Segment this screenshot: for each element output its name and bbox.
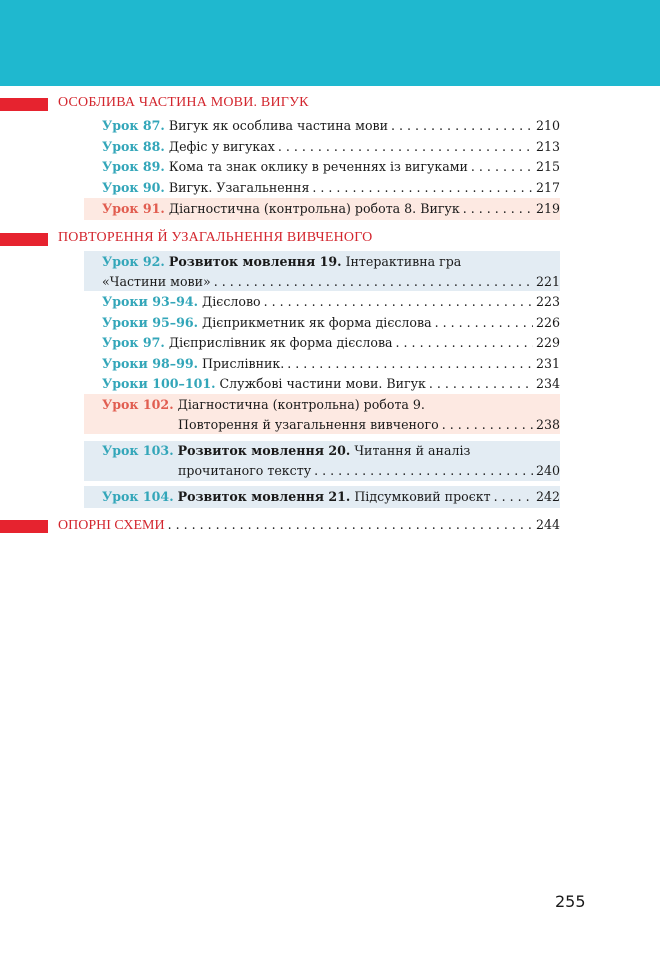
section-title: ОСОБЛИВА ЧАСТИНА МОВИ. ВИГУК — [58, 95, 309, 110]
page-ref: 217 — [535, 180, 560, 195]
page-ref: 221 — [535, 274, 560, 289]
lesson-label: Уроки 95–96. — [102, 315, 198, 330]
toc-entry[interactable] — [84, 354, 560, 374]
page-ref: 215 — [535, 159, 560, 174]
speech-dev-label: Розвиток мовлення 20. — [177, 443, 351, 458]
toc-entry[interactable] — [84, 137, 560, 157]
header-band — [0, 0, 660, 86]
page-ref: 242 — [535, 489, 560, 504]
dot-leader — [494, 487, 533, 507]
lesson-label: Уроки 98–99. — [102, 356, 198, 371]
lesson-title: Дієприслівник як форма дієслова — [168, 335, 393, 350]
dot-leader — [396, 333, 533, 353]
lesson-title: Вигук як особлива частина мови — [168, 118, 389, 133]
lesson-title: Дієприкметник як форма дієслова — [202, 315, 432, 330]
lesson-label: Урок 104. — [102, 489, 174, 504]
lesson-title: Підсумковий проєкт — [354, 489, 491, 504]
dot-leader — [314, 461, 533, 481]
section-title: ОПОРНІ СХЕМИ — [58, 518, 165, 533]
lesson-label: Урок 90. — [102, 180, 165, 195]
lesson-label: Уроки 93–94. — [102, 294, 198, 309]
section-heading — [0, 93, 660, 113]
dot-leader — [264, 292, 533, 312]
lesson-label: Урок 92. — [102, 254, 165, 269]
lesson-title: Службові частини мови. Вигук — [219, 376, 426, 391]
page-ref: 231 — [535, 356, 560, 371]
page-ref: 219 — [535, 201, 560, 216]
toc-entry[interactable] — [84, 292, 560, 312]
speech-dev-label: Розвиток мовлення 21. — [177, 489, 351, 504]
lesson-title: Інтерактивна гра — [345, 254, 462, 269]
speech-dev-label: Розвиток мовлення 19. — [168, 254, 342, 269]
page-ref: 229 — [535, 335, 560, 350]
lesson-title: Діагностична (контрольна) робота 8. Вигук — [168, 201, 460, 216]
lesson-label: Урок 102. — [102, 397, 174, 412]
section-marker — [0, 98, 48, 111]
section-heading — [0, 228, 660, 248]
lesson-label: Урок 87. — [102, 118, 165, 133]
toc-entry-speech[interactable] — [84, 486, 560, 508]
dot-leader — [287, 354, 533, 374]
lesson-title: Дефіс у вигуках — [168, 139, 275, 154]
lesson-label: Уроки 100–101. — [102, 376, 216, 391]
page-ref: 240 — [535, 463, 560, 478]
dot-leader — [168, 515, 533, 535]
lesson-label: Урок 91. — [102, 201, 165, 216]
lesson-title: Вигук. Узагальнення — [168, 180, 310, 195]
dot-leader — [463, 199, 533, 219]
page-number: 255 — [555, 892, 586, 911]
dot-leader — [429, 374, 533, 394]
lesson-title: Прислівник. — [202, 356, 285, 371]
toc-entry-test[interactable] — [84, 198, 560, 220]
section-title: ПОВТОРЕННЯ Й УЗАГАЛЬНЕННЯ ВИВЧЕНОГО — [58, 230, 373, 245]
page-ref: 213 — [535, 139, 560, 154]
lesson-label: Урок 103. — [102, 443, 174, 458]
lesson-label: Урок 89. — [102, 159, 165, 174]
toc-entry[interactable] — [84, 157, 560, 177]
lesson-title: Дієслово — [202, 294, 261, 309]
section-heading-oporni[interactable] — [0, 515, 660, 535]
lesson-title: Діагностична (контрольна) робота 9. — [177, 397, 425, 412]
lesson-title-cont: Повторення й узагальнення вивченого — [178, 417, 439, 432]
page-ref: 210 — [535, 118, 560, 133]
page-ref: 223 — [535, 294, 560, 309]
dot-leader — [278, 137, 533, 157]
dot-leader — [435, 313, 533, 333]
lesson-title: Читання й аналіз — [354, 443, 471, 458]
toc-entry[interactable] — [84, 313, 560, 333]
lesson-title-cont: «Частини мови» — [102, 274, 211, 289]
lesson-label: Урок 97. — [102, 335, 165, 350]
lesson-title: Кома та знак оклику в реченнях із вигуками — [168, 159, 468, 174]
dot-leader — [442, 415, 533, 435]
lesson-label: Урок 88. — [102, 139, 165, 154]
page-ref: 244 — [535, 517, 560, 532]
page-ref: 234 — [535, 376, 560, 391]
dot-leader — [391, 116, 533, 136]
toc-entry[interactable] — [84, 333, 560, 353]
toc-entry-speech[interactable] — [84, 251, 560, 291]
dot-leader — [312, 178, 533, 198]
dot-leader — [214, 272, 533, 292]
toc-entry-test[interactable] — [84, 394, 560, 434]
toc-entry-speech[interactable] — [84, 441, 560, 481]
dot-leader — [471, 157, 533, 177]
toc-entry[interactable] — [84, 374, 560, 394]
section-marker — [0, 233, 48, 246]
toc-entry[interactable] — [84, 116, 560, 136]
page-ref: 238 — [535, 417, 560, 432]
page-ref: 226 — [535, 315, 560, 330]
toc-entry[interactable] — [84, 178, 560, 198]
lesson-title-cont: прочитаного тексту — [178, 463, 312, 478]
section-marker — [0, 520, 48, 533]
